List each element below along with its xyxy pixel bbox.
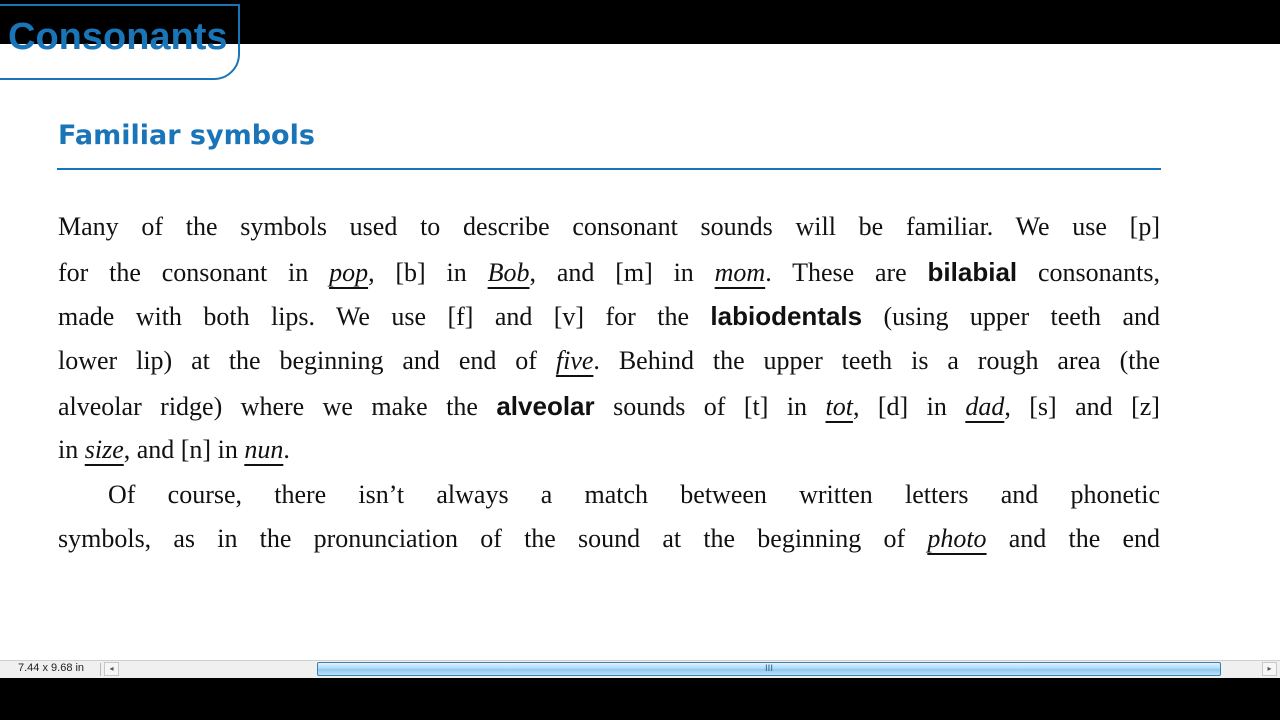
text-run: , [d] in: [852, 392, 966, 421]
section-title: Familiar symbols: [58, 120, 315, 151]
chevron-left-icon: ◂: [109, 664, 114, 673]
text-run: , [b] in: [368, 258, 488, 287]
paragraph-line-4: [58, 346, 1160, 376]
example-word: five: [555, 346, 594, 375]
chapter-title: Consonants: [8, 16, 228, 58]
text-run: made with both lips. We use [f] and [v] for the: [58, 302, 711, 331]
example-word: size: [84, 435, 124, 464]
paragraph-line-8: [58, 524, 1160, 554]
text-run: (using upper teeth and: [862, 302, 1161, 331]
key-term: bilabial: [927, 257, 1018, 287]
text-run: Of course, there isn’t always a match between written letters and phonetic: [108, 480, 1160, 509]
example-word: tot: [825, 392, 853, 421]
text-run: symbols, as in the pronunciation of the sound at the beginning of: [58, 524, 928, 553]
page-size-label: 7.44 x 9.68 in: [18, 662, 85, 674]
key-term: alveolar: [496, 391, 595, 421]
text-run: consonants,: [1017, 258, 1160, 287]
example-word: pop: [329, 258, 369, 287]
text-run: . Behind the upper teeth is a rough area (the: [593, 346, 1160, 375]
text-run: lower lip) at the beginning and end of: [58, 346, 556, 375]
example-word: nun: [244, 435, 284, 464]
paragraph-line-1: [58, 212, 1160, 242]
key-term: labiodentals: [710, 301, 863, 331]
section-rule: [57, 168, 1161, 170]
document-page: [0, 16, 1280, 660]
example-word: photo: [927, 524, 987, 553]
horizontal-scrollbar-track[interactable]: [120, 662, 1260, 676]
text-run: sounds of [t] in: [594, 392, 826, 421]
example-word: dad: [965, 392, 1005, 421]
text-run: .: [283, 435, 290, 464]
scroll-right-button[interactable]: [1262, 662, 1277, 676]
text-run: alveolar ridge) where we make the: [58, 392, 497, 421]
paragraph-line-7: [108, 480, 1160, 510]
text-run: in: [58, 435, 85, 464]
grip-icon: III: [765, 664, 773, 674]
example-word: mom: [714, 258, 766, 287]
text-run: , [s] and [z]: [1004, 392, 1160, 421]
scroll-left-button[interactable]: [104, 662, 119, 676]
text-run: for the consonant in: [58, 258, 330, 287]
text-run: and the end: [986, 524, 1161, 553]
text-run: Many of the symbols used to describe consonant sounds will be familiar. We use [p]: [58, 212, 1160, 241]
horizontal-scrollbar-thumb[interactable]: [317, 662, 1221, 676]
paragraph-line-3: [58, 301, 1160, 332]
text-run: , and [m] in: [529, 258, 715, 287]
chevron-right-icon: ▸: [1267, 664, 1272, 673]
paragraph-line-2: [58, 257, 1160, 288]
paragraph-line-6: [58, 435, 1160, 465]
status-divider: [100, 663, 101, 676]
text-run: , and [n] in: [123, 435, 245, 464]
text-run: . These are: [765, 258, 928, 287]
paragraph-line-5: [58, 391, 1160, 422]
status-bar: [0, 660, 1280, 678]
example-word: Bob: [487, 258, 530, 287]
